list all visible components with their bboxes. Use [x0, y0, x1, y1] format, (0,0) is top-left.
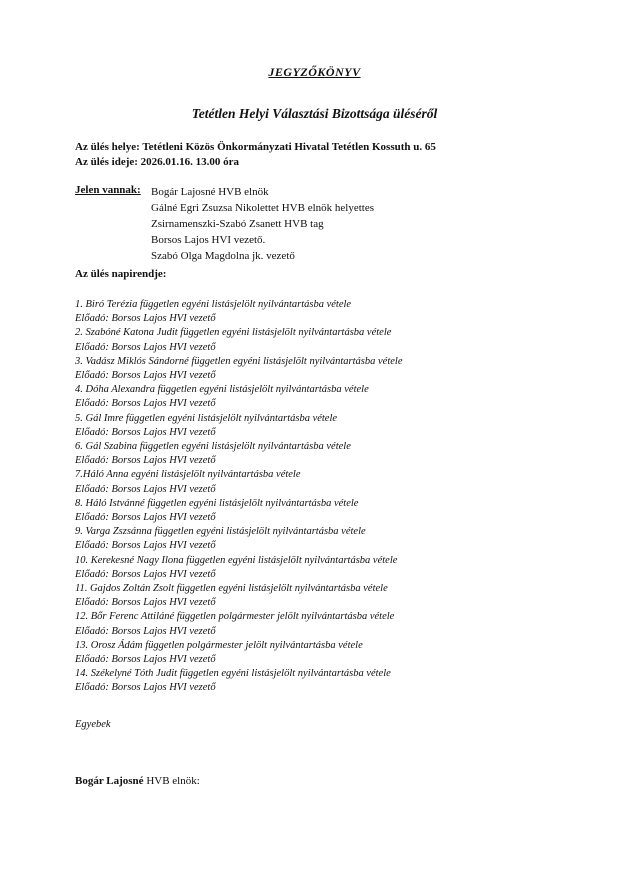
present-label: Jelen vannak: [75, 184, 141, 196]
signature-line [75, 775, 200, 787]
present-members-list [151, 184, 374, 264]
agenda-item-presenter: Előadó: Borsos Lajos HVI vezető [75, 426, 216, 438]
agenda-item-presenter: Előadó: Borsos Lajos HVI vezető [75, 370, 216, 382]
agenda-item-topic: 7.Háló Anna egyéni listásjelölt nyilvántartásba vétele [75, 469, 301, 481]
agenda-item-topic: 13. Orosz Ádám független polgármester jelölt nyilvántartásba vétele [75, 639, 363, 651]
agenda-item-topic: 1. Biró Terézia független egyéni listásjelölt nyilvántartásba vétele [75, 299, 352, 310]
agenda-item-presenter: Előadó: Borsos Lajos HVI vezető [75, 512, 216, 524]
agenda-item-presenter: Előadó: Borsos Lajos HVI vezető [75, 341, 216, 353]
agenda-item-presenter: Előadó: Borsos Lajos HVI vezető [75, 398, 216, 410]
meeting-location: Az ülés helye: Tetétleni Közös Önkormányzati Hivatal Tetétlen Kossuth u. 65 [75, 141, 436, 153]
agenda-item-topic: 14. Székelyné Tóth Judit független egyéni listásjelölt nyilvántartásba vétele [75, 668, 391, 680]
agenda-item-presenter: Előadó: Borsos Lajos HVI vezető [75, 483, 216, 495]
agenda-item-presenter: Előadó: Borsos Lajos HVI vezető [75, 568, 216, 580]
agenda-item-presenter: Előadó: Borsos Lajos HVI vezető [75, 625, 216, 637]
present-member: Bogár Lajosné HVB elnök [151, 186, 269, 198]
signature-name: Bogár Lajosné [75, 775, 144, 787]
present-member: Zsirnamenszki-Szabó Zsanett HVB tag [151, 218, 324, 230]
agenda-item-presenter: Előadó: Borsos Lajos HVI vezető [75, 313, 216, 325]
agenda-item-presenter: Előadó: Borsos Lajos HVI vezető [75, 654, 216, 666]
agenda-item-topic: 6. Gál Szabina független egyéni listásjelölt nyilvántartásba vétele [75, 441, 351, 453]
present-member: Szabó Olga Magdolna jk. vezető [151, 250, 295, 262]
agenda-item-topic: 3. Vadász Miklós Sándorné független egyéni listásjelölt nyilvántartásba vétele [75, 355, 403, 367]
agenda-heading: Az ülés napirendje: [75, 268, 167, 280]
agenda-item-presenter: Előadó: Borsos Lajos HVI vezető [75, 682, 216, 694]
present-member: Gálné Egri Zsuzsa Nikolettet HVB elnök helyettes [151, 202, 374, 214]
agenda-item-topic: 5. Gál Imre független egyéni listásjelölt nyilvántartásba vétele [75, 412, 338, 424]
signature-role: HVB elnök: [146, 775, 200, 787]
agenda-item-topic: 4. Dóha Alexandra független egyéni listásjelölt nyilvántartásba vétele [75, 384, 369, 396]
agenda-item-topic: 11. Gajdos Zoltán Zsolt független egyéni listásjelölt nyilvántartásba vétele [75, 583, 388, 595]
meeting-time: Az ülés ideje: 2026.01.16. 13.00 óra [75, 156, 240, 168]
agenda-item-topic: 8. Háló Istvánné független egyéni listásjelölt nyilvántartásba vétele [75, 497, 359, 509]
agenda-item-topic: 2. Szabóné Katona Judit független egyéni listásjelölt nyilvántartásba vétele [75, 327, 392, 339]
other-items: Egyebek [75, 719, 111, 730]
agenda-item-presenter: Előadó: Borsos Lajos HVI vezető [75, 597, 216, 609]
agenda-item-presenter: Előadó: Borsos Lajos HVI vezető [75, 540, 216, 552]
agenda-list [75, 298, 402, 696]
agenda-item-presenter: Előadó: Borsos Lajos HVI vezető [75, 455, 216, 467]
document-subtitle: Tetétlen Helyi Választási Bizottsága üléséről [191, 106, 438, 121]
document-title: JEGYZŐKÖNYV [268, 65, 361, 79]
agenda-item-topic: 12. Bőr Ferenc Attiláné független polgármester jelölt nyilvántartásba vétele [75, 611, 395, 623]
present-member: Borsos Lajos HVI vezető. [151, 234, 266, 246]
agenda-item-topic: 9. Varga Zszsánna független egyéni listásjelölt nyilvántartásba vétele [75, 526, 366, 538]
agenda-item-topic: 10. Kerekesné Nagy Ilona független egyéni listásjelölt nyilvántartásba vétele [75, 554, 398, 566]
